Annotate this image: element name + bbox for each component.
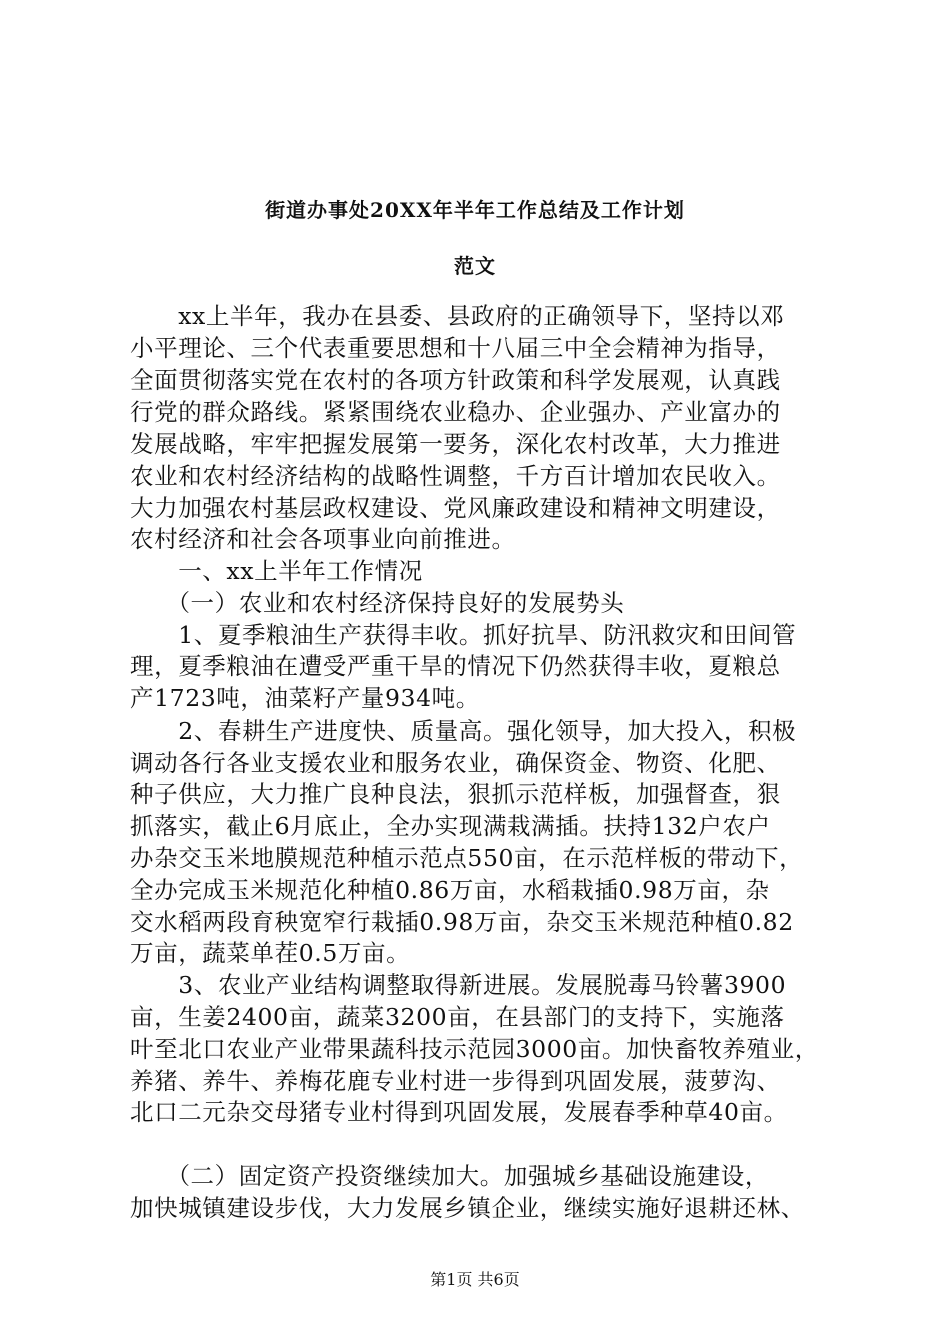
body-line: 小平理论、三个代表重要思想和十八届三中全会精神为指导， — [130, 334, 781, 362]
document-title-continued: 范文 — [454, 254, 496, 278]
body-line: 全办完成玉米规范化种植0.86万亩，水稻栽插0.98万亩，杂 — [130, 876, 770, 904]
subsection-heading: （一）农业和农村经济保持良好的发展势头 — [130, 589, 625, 617]
page-number-footer: 第1页 共6页 — [430, 1270, 520, 1289]
body-line: 养猪、养牛、养梅花鹿专业村进一步得到巩固发展，菠萝沟、 — [130, 1067, 781, 1095]
body-line: 1、夏季粮油生产获得丰收。抓好抗旱、防汛救灾和田间管 — [130, 621, 797, 649]
body-line: 3、农业产业结构调整取得新进展。发展脱毒马铃薯3900 — [130, 971, 787, 999]
body-line: 种子供应，大力推广良种良法，狠抓示范样板，加强督查，狠 — [130, 780, 781, 808]
body-line: 产1723吨，油菜籽产量934吨。 — [130, 684, 480, 712]
body-line: 发展战略，牢牢把握发展第一要务，深化农村改革，大力推进 — [130, 430, 781, 458]
body-line: 加快城镇建设步伐，大力发展乡镇企业，继续实施好退耕还林、 — [130, 1194, 805, 1222]
body-line: 农业和农村经济结构的战略性调整，千方百计增加农民收入。 — [130, 462, 781, 490]
body-line: xx上半年，我办在县委、县政府的正确领导下，坚持以邓 — [130, 302, 785, 330]
body-line: 行党的群众路线。紧紧围绕农业稳办、企业强办、产业富办的 — [130, 398, 781, 426]
body-line: 2、春耕生产进度快、质量高。强化领导，加大投入，积极 — [130, 717, 797, 745]
body-line: 农村经济和社会各项事业向前推进。 — [130, 525, 516, 553]
subsection-heading: （二）固定资产投资继续加大。加强城乡基础设施建设， — [130, 1162, 769, 1190]
body-line: 交水稻两段育秧宽窄行栽插0.98万亩，杂交玉米规范种植0.82 — [130, 908, 794, 936]
body-line: 北口二元杂交母猪专业村得到巩固发展，发展春季种草40亩。 — [130, 1098, 788, 1126]
body-line: 全面贯彻落实党在农村的各项方针政策和科学发展观，认真践 — [130, 366, 781, 394]
body-line: 叶至北口农业产业带果蔬科技示范园3000亩。加快畜牧养殖业， — [130, 1035, 819, 1063]
body-line: 调动各行各业支援农业和服务农业，确保资金、物资、化肥、 — [130, 749, 781, 777]
body-line: 亩，生姜2400亩，蔬菜3200亩，在县部门的支持下，实施落 — [130, 1003, 785, 1031]
section-heading: 一、xx上半年工作情况 — [130, 557, 423, 585]
body-line: 抓落实，截止6月底止，全办实现满栽满插。扶持132户农户 — [130, 812, 771, 840]
body-line: 大力加强农村基层政权建设、党风廉政建设和精神文明建设， — [130, 494, 781, 522]
document-title: 街道办事处20XX年半年工作总结及工作计划 — [265, 198, 685, 222]
body-line: 办杂交玉米地膜规范种植示范点550亩，在示范样板的带动下， — [130, 844, 804, 872]
body-line: 万亩，蔬菜单茬0.5万亩。 — [130, 939, 411, 967]
body-line: 理，夏季粮油在遭受严重干旱的情况下仍然获得丰收，夏粮总 — [130, 652, 781, 680]
